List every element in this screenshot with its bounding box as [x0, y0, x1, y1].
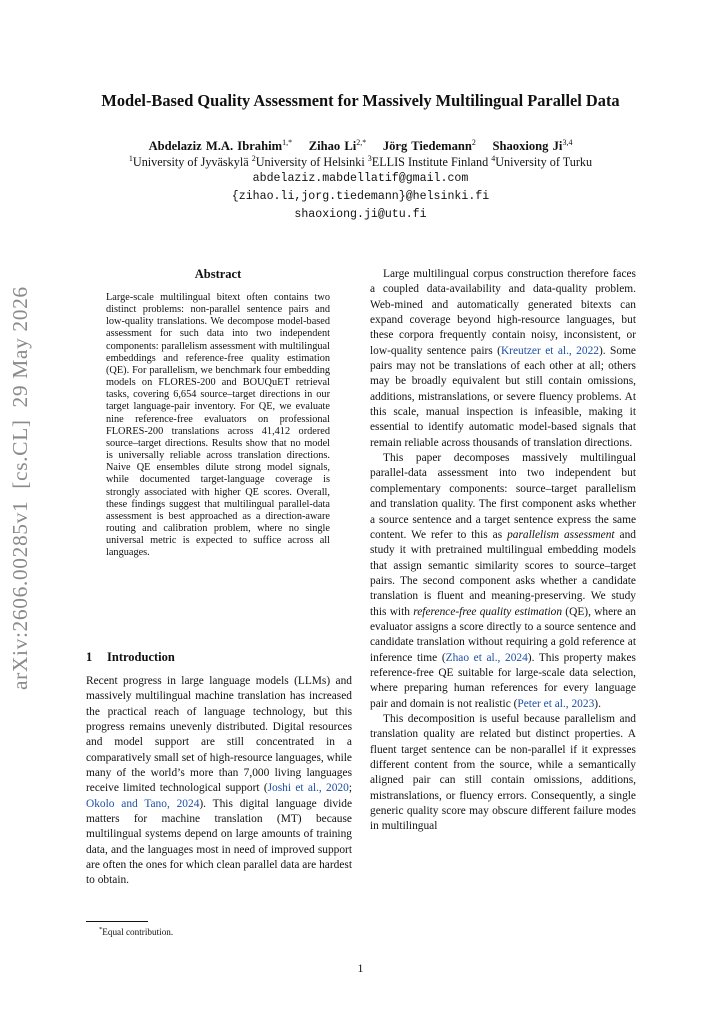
paragraph-text: ). This property makes reference-free QE suitable for large-scale data selection, where preparing human references for every language pair and domain is not realistic (: [370, 651, 636, 710]
paragraph-text: and study it with pretrained multilingual embedding models that assign semantic similarity scores to source–target pairs. The second component asks whether a candidate translation is fluent and meaning-preserving. We study this with: [370, 528, 636, 618]
email-line[interactable]: shaoxiong.ji@utu.fi: [294, 208, 427, 221]
footnote-text: Equal contribution.: [102, 927, 174, 938]
citation-separator: ;: [348, 782, 352, 795]
author-list: [0, 138, 721, 154]
affiliation-name: University of Helsinki: [255, 155, 365, 170]
paper-title: Model-Based Quality Assessment for Massively Multilingual Parallel Data: [101, 91, 620, 110]
citation-link[interactable]: Joshi et al., 2020: [267, 782, 349, 795]
page-number: 1: [357, 961, 364, 975]
footnote-mark: *: [99, 926, 103, 933]
author-name: Abdelaziz M.A. Ibrahim: [148, 139, 283, 154]
paragraph-text: Recent progress in large language models (LLMs) and massively multilingual machine translation has increased the practical reach of language technology, but this progress remains unevenly distributed. Digital resources and model support are still concentrated in a comparatively small set of high-resource languages, while many of the world’s more than 7,000 living languages receive limited technological support (: [86, 675, 352, 795]
author-name: Zihao Li: [308, 139, 357, 154]
affiliation-mark: 1: [128, 154, 133, 163]
author-mark: 3,4: [562, 138, 573, 147]
citation-link[interactable]: Zhao et al., 2024: [445, 651, 528, 664]
paragraph-text: (QE), where an evaluator assigns a score directly to a source sentence and candidate translation without requiring a gold reference at inference time (: [370, 605, 637, 664]
author-mark: 2,*: [356, 138, 367, 147]
affiliation-mark: 3: [367, 154, 372, 163]
citation-link[interactable]: Kreutzer et al., 2022: [500, 344, 599, 357]
abstract-heading: Abstract: [194, 267, 242, 281]
section-number: 1: [86, 650, 93, 664]
affiliation-name: ELLIS Institute Finland: [371, 155, 489, 170]
right-column-text: [370, 267, 636, 835]
footnote: [99, 926, 173, 937]
author-mark: 1,*: [282, 138, 293, 147]
affiliation-name: University of Jyväskylä: [132, 155, 249, 170]
abstract-body: Large-scale multilingual bitext often contains two distinct problems: non-parallel sentence pairs and low-quality translations. We decompose model-based assessment for such data into two independent components: parallelism assessment with multilingual embeddings and reference-free quality estimation (QE). For parallelism, we benchmark four embedding models on FLORES-200 and BOUQuET retrieval tasks, covering 6,654 source–target directions in our target language-pair inventory. For QE, we evaluate nine reference-free evaluators on professional FLORES-200 translations across 41,412 ordered source–target directions. Results show that no model is universally reliable across translation directions. Naive QE ensembles dilute strong model signals, while documented target-language coverage is strongly associated with higher QE scores. Overall, these findings suggest that multilingual parallel-data assessment is best approached as a direction-aware routing and calibration problem, where no single universal metric is expected to suffice across all languages.: [106, 292, 330, 559]
paragraph-text: ). This digital language divide matters for machine translation (MT) because multilingual systems depend on large amounts of training data, and the languages most in need of improved support are often the ones for which clean parallel data are hardest to obtain.: [86, 797, 353, 887]
paragraph-text: Large multilingual corpus construction therefore faces a coupled data-availability and data-quality problem. Web-mined and automatically generated bitexts can expand coverage beyond high-resource languages, but these corpora frequently contain noisy, inconsistent, or low-quality sentence pairs (: [370, 268, 636, 357]
paragraph-text: This paper decomposes massively multilingual parallel-data assessment into two independent but complementary components: source–target parallelism and translation quality. The first component asks whether a source sentence and a target sentence express the same content. We refer to this as: [370, 452, 636, 541]
left-column-text: [86, 674, 352, 889]
citation-link[interactable]: Peter et al., 2023: [517, 697, 595, 710]
email-line[interactable]: abdelaziz.mabdellatif@gmail.com: [252, 172, 469, 185]
paragraph: This decomposition is useful because parallelism and translation quality are related but distinct properties. A fluent target sentence can be non-parallel if it expresses different content from the source, while a semantically aligned pair can still contain omissions, additions, mistranslations, or fluency errors. Consequently, a single generic quality score may obscure different failure modes in multilingual: [370, 712, 636, 833]
author-mark: 2: [471, 138, 476, 147]
paragraph: [86, 674, 352, 889]
paragraph-text: ).: [594, 697, 601, 710]
paragraph-text: ). Some pairs may not be translations of each other at all; others may be broadly equivalent but still contain omissions, additions, mistranslations, or severe fluency problems. At this scale, manual inspection is infeasible, making it essential to identify automatic model-based signals that remain reliable across thousands of translation directions.: [370, 344, 636, 449]
emphasis-term: parallelism assessment: [507, 528, 615, 541]
affiliation-mark: 2: [251, 154, 256, 163]
email-line[interactable]: {zihao.li,jorg.tiedemann}@helsinki.fi: [231, 190, 490, 203]
author-name: Jörg Tiedemann: [382, 139, 472, 154]
citation-link[interactable]: Okolo and Tano, 2024: [86, 797, 200, 810]
emphasis-term: reference-free quality estimation: [413, 605, 563, 618]
section-heading: [86, 650, 175, 665]
affiliation-mark: 4: [491, 154, 496, 163]
paragraph: [370, 451, 636, 712]
arxiv-stamp: arXiv:2606.00285v1 [cs.CL] 29 May 2026: [8, 286, 32, 690]
paragraph: [370, 267, 636, 451]
section-title: Introduction: [107, 650, 175, 664]
affiliation-name: University of Turku: [495, 155, 593, 170]
affiliation-list: [0, 154, 721, 170]
author-name: Shaoxiong Ji: [492, 139, 563, 154]
footnote-rule: [86, 921, 148, 922]
